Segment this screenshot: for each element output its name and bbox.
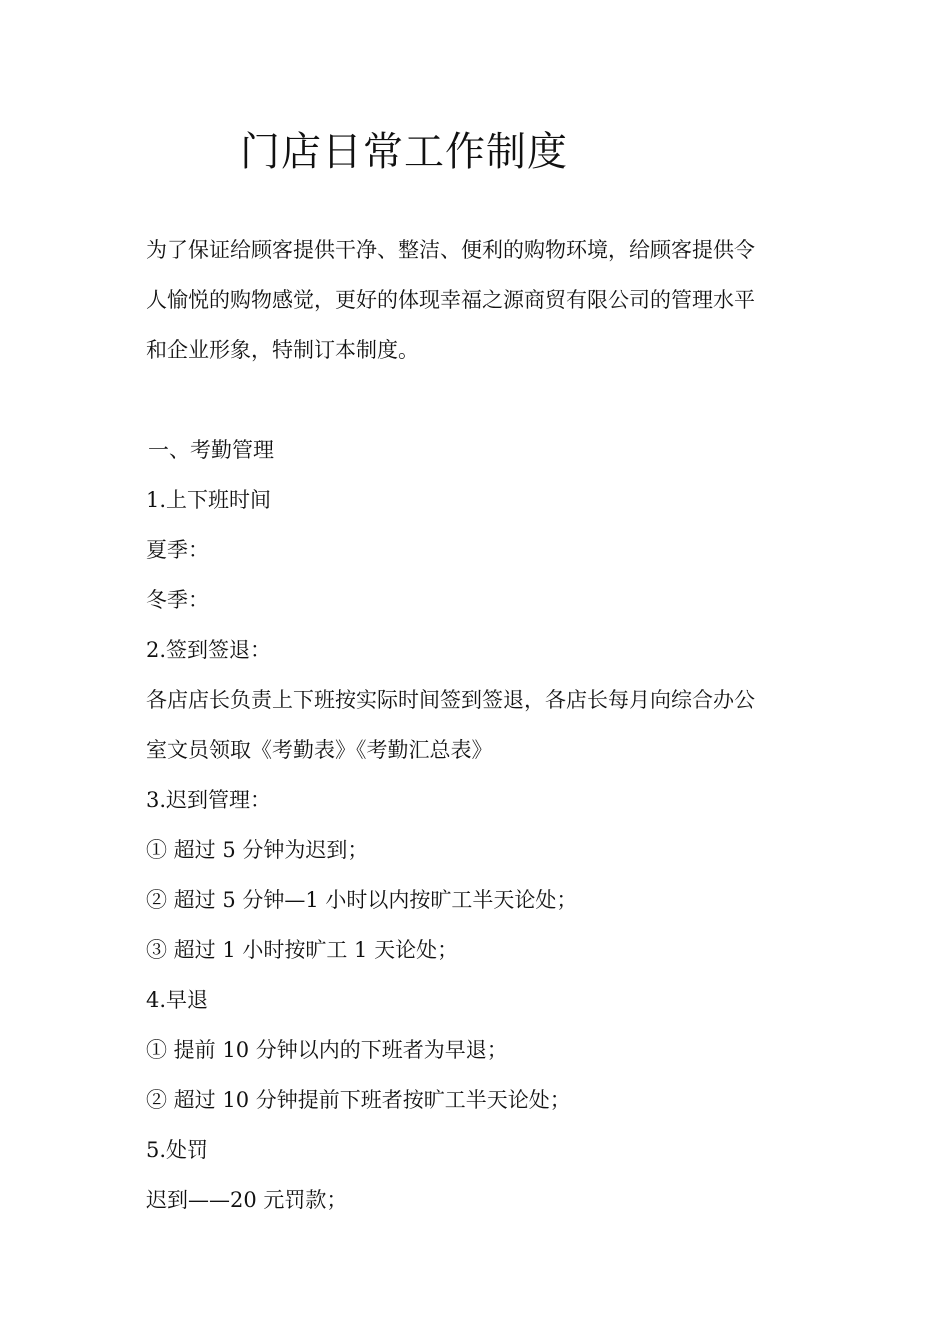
body-line: 室文员领取《考勤表》《考勤汇总表》: [146, 738, 493, 762]
section-heading-attendance: 一、考勤管理: [148, 438, 274, 462]
subheading-early-leave: 4.早退: [146, 988, 209, 1012]
list-item: ① 提前 10 分钟以内的下班者为早退；: [146, 1038, 508, 1062]
body-line: 迟到——20 元罚款；: [146, 1188, 348, 1212]
intro-line: 和企业形象，特制订本制度。: [146, 338, 419, 362]
list-item: ② 超过 5 分钟—1 小时以内按旷工半天论处；: [146, 888, 578, 912]
document-body: [146, 425, 826, 1225]
subheading-penalty: 5.处罚: [146, 1138, 209, 1162]
subheading-sign-in: 2.签到签退：: [146, 638, 272, 662]
intro-paragraph: [146, 225, 826, 375]
intro-line: 为了保证给顾客提供干净、整洁、便利的购物环境，给顾客提供令: [146, 238, 755, 262]
subheading-work-hours: 1.上下班时间: [146, 488, 272, 512]
subheading-lateness: 3.迟到管理：: [146, 788, 272, 812]
body-line-summer: 夏季：: [146, 538, 209, 562]
body-line-winter: 冬季：: [146, 588, 209, 612]
list-item: ② 超过 10 分钟提前下班者按旷工半天论处；: [146, 1088, 571, 1112]
list-item: ③ 超过 1 小时按旷工 1 天论处；: [146, 938, 459, 962]
list-item: ① 超过 5 分钟为迟到；: [146, 838, 369, 862]
intro-line: 人愉悦的购物感觉，更好的体现幸福之源商贸有限公司的管理水平: [146, 288, 755, 312]
body-line: 各店店长负责上下班按实际时间签到签退，各店长每月向综合办公: [146, 688, 755, 712]
document-title: 门店日常工作制度: [240, 129, 568, 175]
